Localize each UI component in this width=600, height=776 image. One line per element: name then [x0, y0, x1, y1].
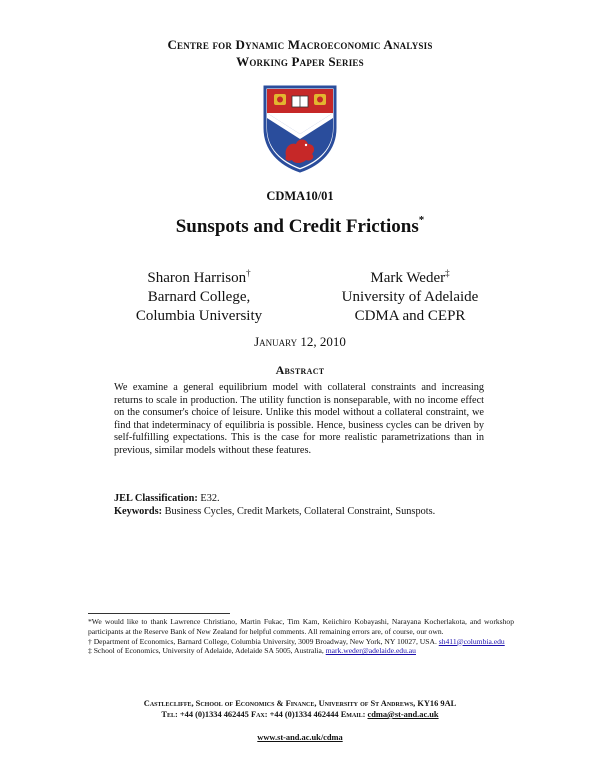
footer-address-block	[0, 698, 600, 720]
paper-date: January 12, 2010	[254, 334, 346, 349]
footer-contact	[0, 709, 600, 720]
paper-code: CDMA10/01	[266, 189, 334, 203]
footnote-harrison	[88, 637, 514, 647]
footer-email-link[interactable]: cdma@st-and.ac.uk	[367, 710, 439, 719]
author-name: Mark Weder	[370, 270, 446, 286]
email-link[interactable]: sh411@columbia.edu	[438, 636, 505, 646]
keywords-value: Business Cycles, Credit Markets, Collateral Constraint, Sunspots.	[162, 506, 436, 517]
footer-website	[0, 733, 600, 742]
footnote-mark: ‡	[88, 646, 92, 656]
footer-address: Castlecliffe, School of Economics & Finance, University of St Andrews, KY16 9AL	[143, 699, 457, 708]
author-affiliation: CDMA and CEPR	[354, 308, 466, 324]
keywords-label: Keywords:	[114, 506, 163, 517]
website-link[interactable]: www.st-and.ac.uk/cdma	[257, 733, 343, 742]
footnote-weder	[88, 646, 514, 656]
author-footnote-mark: †	[246, 268, 251, 278]
author-weder	[310, 264, 510, 326]
classification-block	[114, 492, 494, 518]
paper-title-text: Sunspots and Credit Frictions	[175, 216, 419, 237]
author-affiliation: University of Adelaide	[341, 289, 479, 305]
title-footnote-mark: *	[418, 214, 425, 226]
footnote-text: Department of Economics, Barnard College, Columbia University, 3009 Broadway, New York, NY 10027, USA.	[91, 636, 439, 646]
author-name: Sharon Harrison	[147, 270, 247, 286]
footnote-mark: †	[88, 636, 92, 646]
jel-label: JEL Classification:	[114, 493, 198, 504]
author-affiliation: Columbia University	[135, 308, 263, 324]
footnotes	[88, 617, 514, 656]
paper-title	[0, 214, 600, 238]
university-crest-icon	[262, 84, 338, 174]
jel-line	[114, 492, 494, 505]
author-footnote-mark: ‡	[445, 268, 450, 278]
series-line-2: Working Paper Series	[236, 54, 364, 69]
keywords-line	[114, 505, 494, 518]
abstract-heading: Abstract	[275, 363, 325, 377]
author-affiliation: Barnard College,	[147, 289, 251, 305]
jel-value: E32.	[197, 493, 220, 504]
series-header	[0, 36, 600, 70]
footnote-text: School of Economics, University of Adelaide, Adelaide SA 5005, Australia,	[91, 646, 326, 656]
abstract-text: We examine a general equilibrium model with collateral constraints and increasing returns to scale in production. The utility function is nonseparable, with no income effect on the consumer's choice of leisure. Unlike this model without a collateral constraint, we find that indeterminacy of equilibria is possible. Hence, business cycles can be driven by self-fulfilling expectations. This is the case for more realistic parametrizations than in previous, similar models without these features.	[114, 382, 484, 456]
footnote-rule	[88, 613, 230, 614]
email-link[interactable]: mark.weder@adelaide.edu.au	[325, 646, 416, 656]
series-line-1: Centre for Dynamic Macroeconomic Analysis	[167, 37, 433, 52]
footer-contact-text: Tel: +44 (0)1334 462445 Fax: +44 (0)1334 462444 Email:	[161, 710, 368, 719]
author-harrison	[99, 264, 299, 326]
footnote-acknowledgements: *We would like to thank Lawrence Christiano, Martin Fukac, Tim Kam, Keiichiro Kobayashi, Narayana Kocherlakota, and workshop participants at the Reserve Bank of New Zealand for helpful comments. All remaining errors are, of course, our own.	[88, 617, 514, 636]
